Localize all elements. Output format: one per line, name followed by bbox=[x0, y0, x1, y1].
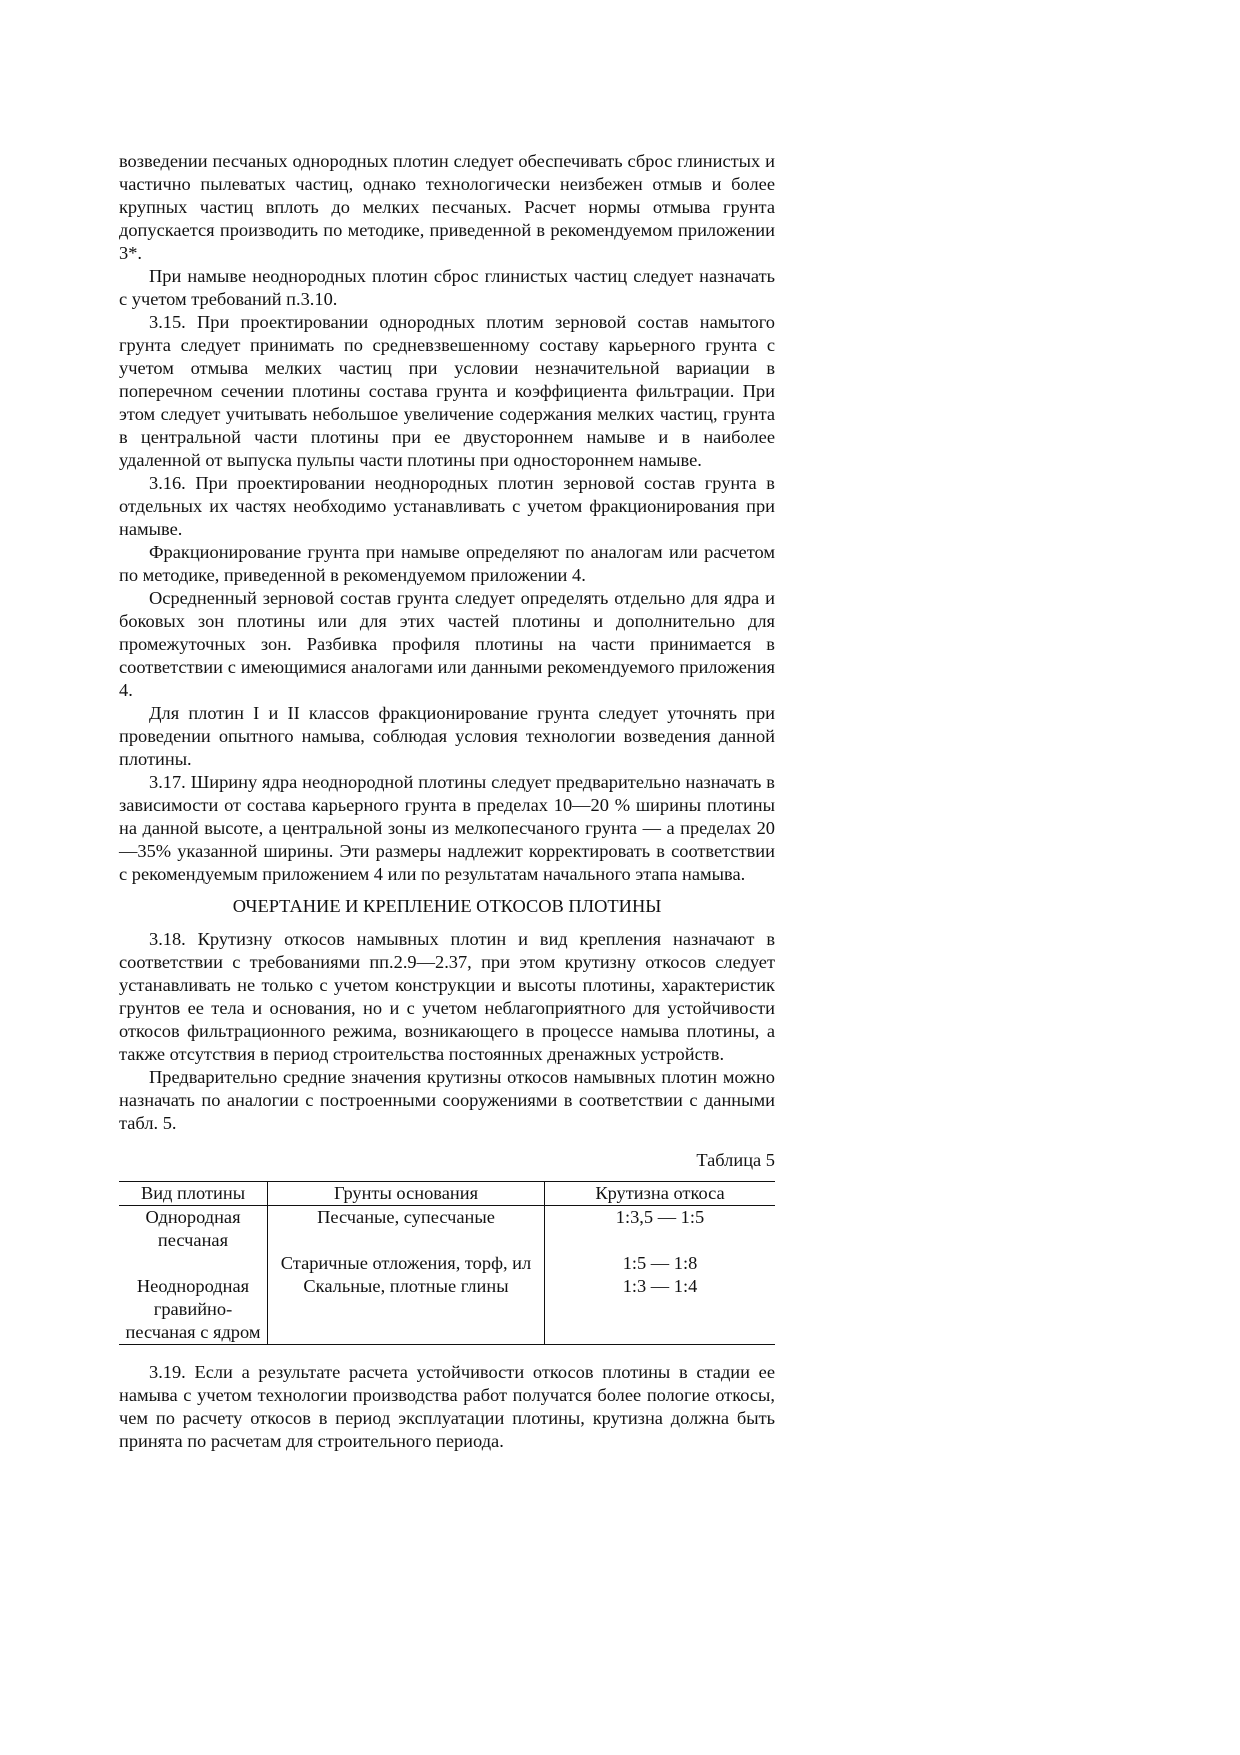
paragraph: возведении песчаных однородных плотин следует обеспечивать сброс глинистых и частично пылеватых частиц, однако технологически неизбежен отмыв и более крупных частиц вплоть до мелких песчаных. Расчет нормы отмыва грунта допускается производить по методике, приведенной в рекомендуемом приложении 3*. bbox=[119, 151, 775, 263]
table-row bbox=[119, 1206, 775, 1253]
slopes-table bbox=[119, 1181, 775, 1345]
paragraph: При намыве неоднородных плотин сброс глинистых частиц следует назначать с учетом требований п.3.10. bbox=[119, 266, 775, 309]
paragraph-3-19: 3.19. Если а результате расчета устойчивости откосов плотины в стадии ее намыва с учетом технологии производства работ получатся более пологие откосы, чем по расчету откосов в период эксплуатации плотины, крутизна должна быть принята по расчетам для строительного периода. bbox=[119, 1362, 775, 1451]
table-row bbox=[119, 1275, 775, 1345]
paragraph-3-15: 3.15. При проектировании однородных плотим зерновой состав намытого грунта следует принимать по средневзвешенному составу карьерного грунта с учетом отмыва мелких частиц при условии незначительной вариации в поперечном сечении плотины состава грунта и коэффициента фильтрации. При этом следует учитывать небольшое увеличение содержания мелких частиц, грунта в центральной части плотины при ее двустороннем намыве и в наиболее удаленной от выпуска пульпы части плотины при одностороннем намыве. bbox=[119, 312, 775, 470]
paragraph-3-18: 3.18. Крутизну откосов намывных плотин и вид крепления назначают в соответствии с требованиями пп.2.9—2.37, при этом крутизну откосов следует устанавливать не только с учетом конструкции и высоты плотины, характеристик грунтов ее тела и основания, но и с учетом неблагоприятного для устойчивости откосов фильтрационного режима, возникающего в процессе намыва плотины, а также отсутствия в период строительства постоянных дренажных устройств. bbox=[119, 929, 775, 1064]
table-cell: 1:5 — 1:8 bbox=[622, 1253, 698, 1273]
paragraph-3-17: 3.17. Ширину ядра неоднородной плотины следует предварительно назначать в зависимости от состава карьерного грунта в пределах 10—20 % ширины плотины на данной высоте, а центральной зоны из мелкопесчаного грунта — а пределах 20—35% указанной ширины. Эти размеры надлежит корректировать в соответствии с рекомендуемым приложением 4 или по результатам начального этапа намыва. bbox=[119, 772, 775, 884]
table-caption: Таблица 5 bbox=[696, 1150, 775, 1170]
table-cell: Песчаные, супесчаные bbox=[268, 1206, 545, 1253]
table-row bbox=[119, 1252, 775, 1275]
column-header-foundation-soils: Грунты основания bbox=[268, 1182, 545, 1206]
document-page bbox=[119, 150, 775, 1453]
paragraph-3-16: 3.16. При проектировании неоднородных плотин зерновой состав грунта в отдельных их частях необходимо устанавливать с учетом фракционирования при намыве. bbox=[119, 473, 775, 539]
table-cell: Скальные, плотные глины bbox=[268, 1275, 545, 1345]
paragraph: Для плотин I и II классов фракционирование грунта следует уточнять при проведении опытного намыва, соблюдая условия технологии возведения данной плотины. bbox=[119, 703, 775, 769]
table-header-row bbox=[119, 1182, 775, 1206]
table-cell: 1:3 — 1:4 bbox=[545, 1275, 776, 1345]
table-cell bbox=[119, 1252, 268, 1275]
paragraph: Предварительно средние значения крутизны откосов намывных плотин можно назначать по аналогии с построенными сооружениями в соответствии с данными табл. 5. bbox=[119, 1067, 775, 1133]
column-header-dam-type: Вид плотины bbox=[119, 1182, 268, 1206]
paragraph: Осредненный зерновой состав грунта следует определять отдельно для ядра и боковых зон плотины или для этих частей плотины и дополнительно для промежуточных зон. Разбивка профиля плотины на части принимается в соответствии с имеющимися аналогами или данными рекомендуемого приложения 4. bbox=[119, 588, 775, 700]
table-cell: Старичные отложения, торф, ил bbox=[268, 1252, 545, 1275]
table-cell: Однородная песчаная bbox=[119, 1206, 268, 1253]
column-header-slope: Крутизна откоса bbox=[545, 1182, 776, 1206]
table-cell: Неоднородная гравийно-песчаная с ядром bbox=[119, 1275, 268, 1345]
paragraph: Фракционирование грунта при намыве определяют по аналогам или расчетом по методике, приведенной в рекомендуемом приложении 4. bbox=[119, 542, 775, 585]
table-cell: 1:3,5 — 1:5 bbox=[615, 1207, 705, 1227]
section-heading: ОЧЕРТАНИЕ И КРЕПЛЕНИЕ ОТКОСОВ ПЛОТИНЫ bbox=[232, 896, 662, 916]
